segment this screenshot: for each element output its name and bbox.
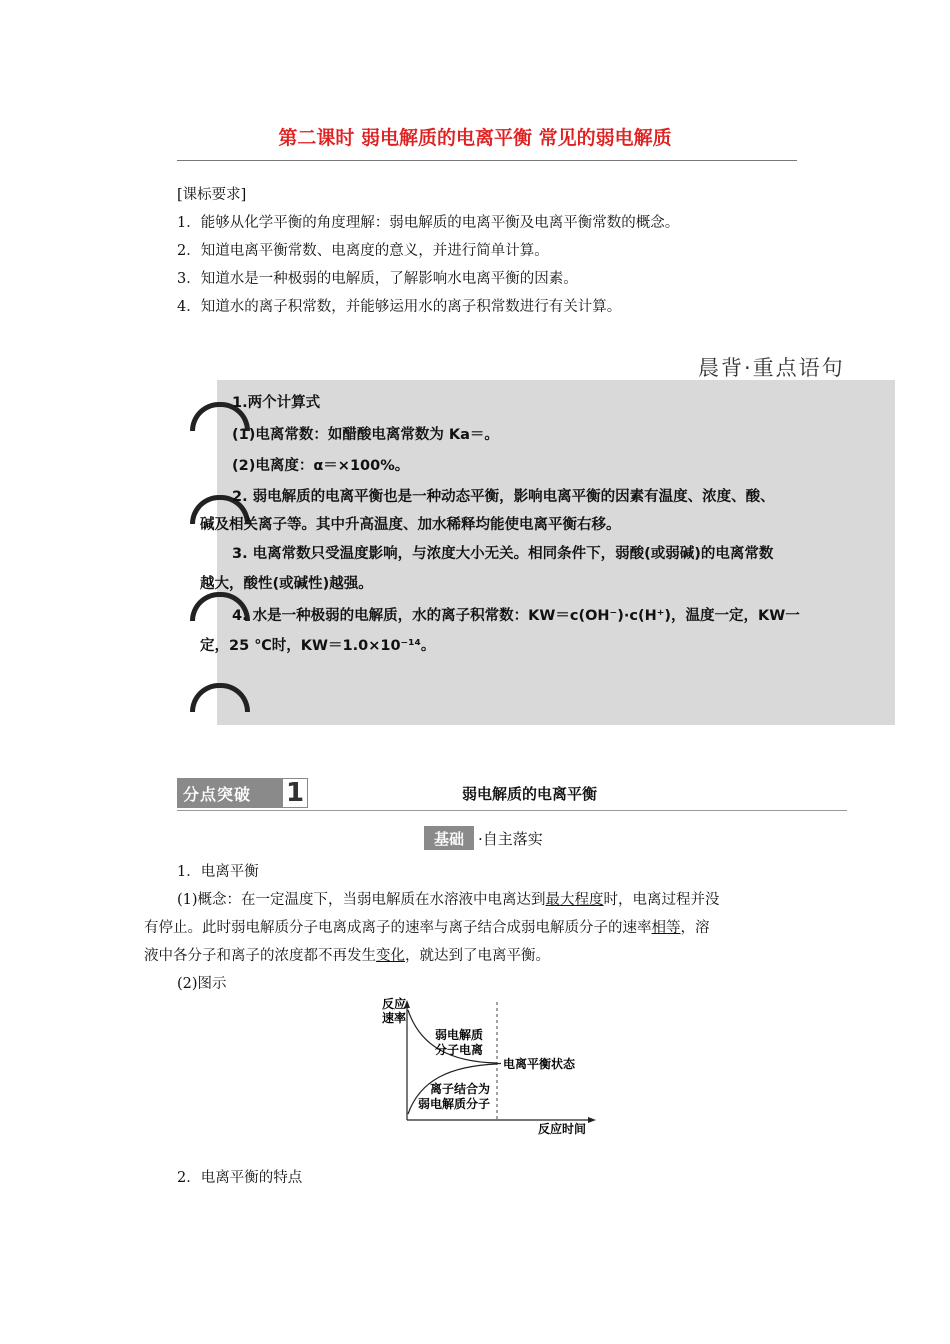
section-title: 弱电解质的电离平衡 <box>462 785 598 803</box>
requirements-heading: [课标要求] <box>177 187 247 203</box>
body-paragraph-line: (1)概念：在一定温度下，当弱电解质在水溶液中电离达到最大程度时，电离过程并没 <box>177 892 720 908</box>
x-axis-arrow-icon <box>588 1117 596 1123</box>
requirement-item: 2．知道电离平衡常数、电离度的意义，并进行简单计算。 <box>177 243 549 259</box>
state-label: 电离平衡状态 <box>503 1057 576 1071</box>
requirement-item: 4．知道水的离子积常数，并能够运用水的离子积常数进行有关计算。 <box>177 299 622 315</box>
key-point-line: 1.两个计算式 <box>232 395 321 411</box>
section-number: 1 <box>282 778 308 808</box>
blank-answer: 相等 <box>651 920 681 936</box>
curve-label: 弱电解质分子 <box>418 1097 491 1111</box>
section-rule <box>177 810 847 811</box>
body-heading: 1．电离平衡 <box>177 864 259 880</box>
y-axis-label: 反应 <box>382 997 407 1011</box>
section-tag-label: 分点突破 <box>183 784 252 804</box>
basis-label: ·自主落实 <box>478 830 543 848</box>
body-heading: 2．电离平衡的特点 <box>177 1170 303 1186</box>
key-point-line: 4. 水是一种极弱的电解质，水的离子积常数：KW＝c(OH⁻)·c(H⁺)，温度一定，KW一 <box>232 608 800 624</box>
key-point-line: (1)电离常数：如醋酸电离常数为 Ka＝。 <box>232 427 499 443</box>
x-axis-label: 反应时间 <box>538 1122 587 1136</box>
key-point-line: 越大，酸性(或碱性)越强。 <box>200 576 373 592</box>
curve-label: 分子电离 <box>435 1043 484 1057</box>
section-tag <box>177 778 308 808</box>
requirement-item: 1．能够从化学平衡的角度理解：弱电解质的电离平衡及电离平衡常数的概念。 <box>177 215 680 231</box>
key-point-line: (2)电离度：α＝×100%。 <box>232 458 410 474</box>
brand-heading: 晨背·重点语句 <box>698 356 845 380</box>
curve-label: 离子结合为 <box>430 1082 491 1096</box>
equilibrium-diagram <box>380 996 600 1138</box>
basis-tag: 基础 <box>424 826 474 850</box>
key-point-line: 3. 电离常数只受温度影响，与浓度大小无关。相同条件下，弱酸(或弱碱)的电离常数 <box>232 546 774 562</box>
page-title: 第二课时 弱电解质的电离平衡 常见的弱电解质 <box>278 127 672 149</box>
key-point-line: 定，25 ℃时，KW＝1.0×10⁻¹⁴。 <box>200 638 436 654</box>
key-point-line: 碱及相关离子等。其中升高温度、加水稀释均能使电离平衡右移。 <box>200 517 621 533</box>
blank-answer: 最大程度 <box>545 892 604 908</box>
body-paragraph-line: 液中各分子和离子的浓度都不再发生变化，就达到了电离平衡。 <box>144 948 550 964</box>
body-paragraph-line: 有停止。此时弱电解质分子电离成离子的速率与离子结合成弱电解质分子的速率相等，溶 <box>144 920 710 936</box>
blank-answer: 变化 <box>376 948 405 964</box>
figure-caption: (2)图示 <box>177 976 227 992</box>
curve-label: 弱电解质 <box>435 1028 484 1042</box>
title-rule <box>177 160 797 161</box>
y-axis-label: 速率 <box>382 1011 407 1025</box>
key-point-line: 2. 弱电解质的电离平衡也是一种动态平衡，影响电离平衡的因素有温度、浓度、酸、 <box>232 489 775 505</box>
requirement-item: 3．知道水是一种极弱的电解质，了解影响水电离平衡的因素。 <box>177 271 578 287</box>
